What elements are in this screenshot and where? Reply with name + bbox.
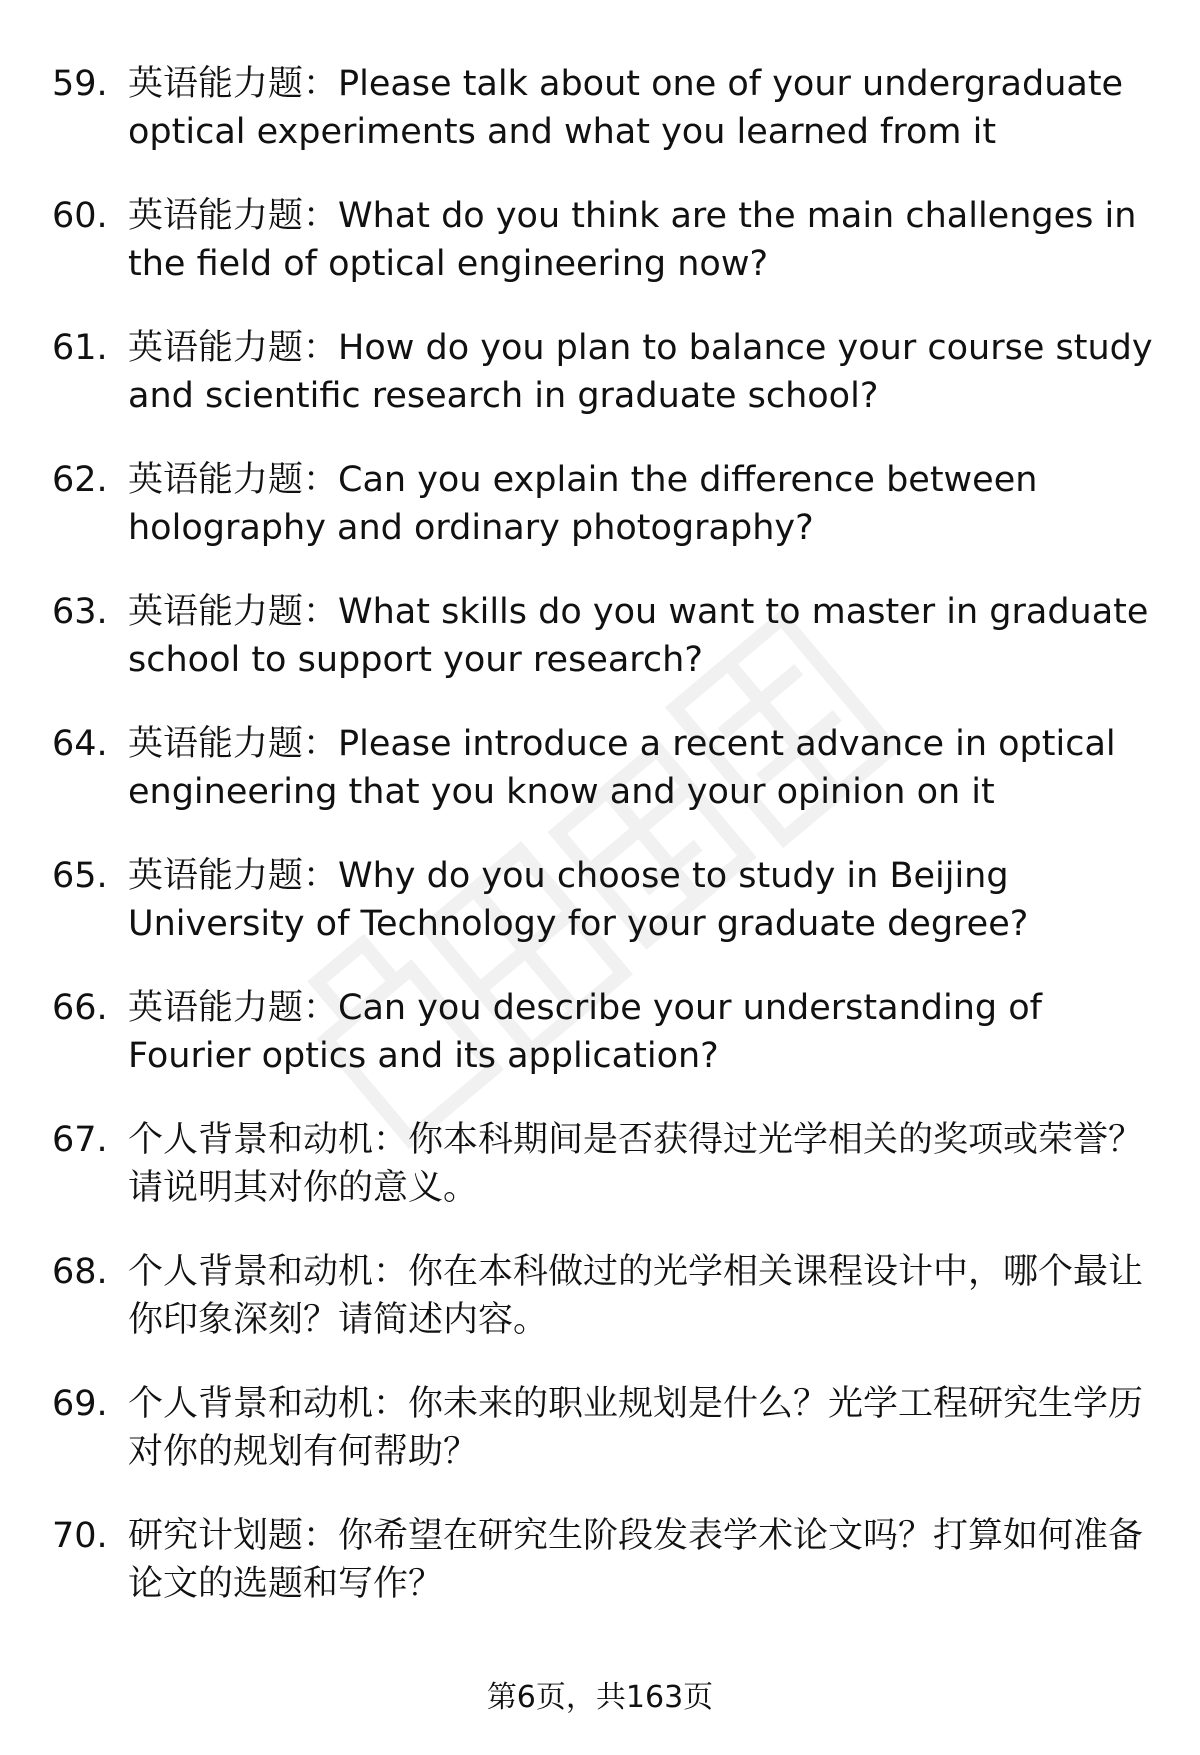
question-text: 英语能力题：Can you describe your understanding of Fourier optics and its application? <box>128 988 1042 1076</box>
question-list <box>0 60 1200 1644</box>
list-item <box>0 324 1200 456</box>
question-number: 62. <box>52 460 108 500</box>
question-text: 英语能力题：Why do you choose to study in Beijing University of Technology for your graduate degree? <box>128 856 1029 944</box>
list-item <box>0 1248 1200 1380</box>
question-text: 个人背景和动机：你未来的职业规划是什么？光学工程研究生学历对你的规划有何帮助？ <box>128 1384 1144 1472</box>
question-number: 67. <box>52 1120 108 1160</box>
question-number: 65. <box>52 856 108 896</box>
question-number: 63. <box>52 592 108 632</box>
question-text: 英语能力题：Can you explain the difference between holography and ordinary photography? <box>128 460 1038 548</box>
question-text: 英语能力题：Please talk about one of your undergraduate optical experiments and what you learned from it <box>128 64 1124 152</box>
question-number: 59. <box>52 64 108 104</box>
list-item <box>0 720 1200 852</box>
list-item <box>0 588 1200 720</box>
question-text: 英语能力题：Please introduce a recent advance in optical engineering that you know and your opinion on it <box>128 724 1116 812</box>
question-number: 66. <box>52 988 108 1028</box>
list-item <box>0 852 1200 984</box>
list-item <box>0 456 1200 588</box>
list-item <box>0 1512 1200 1644</box>
question-text: 研究计划题：你希望在研究生阶段发表学术论文吗？打算如何准备论文的选题和写作？ <box>128 1516 1144 1604</box>
question-number: 60. <box>52 196 108 236</box>
question-text: 英语能力题：How do you plan to balance your course study and scientific research in graduate school? <box>128 328 1153 416</box>
question-number: 61. <box>52 328 108 368</box>
question-text: 个人背景和动机：你在本科做过的光学相关课程设计中，哪个最让你印象深刻？请简述内容。 <box>128 1252 1144 1340</box>
question-number: 68. <box>52 1252 108 1292</box>
list-item <box>0 984 1200 1116</box>
question-number: 70. <box>52 1516 108 1556</box>
list-item <box>0 1380 1200 1512</box>
list-item <box>0 1116 1200 1248</box>
question-number: 69. <box>52 1384 108 1424</box>
question-text: 个人背景和动机：你本科期间是否获得过光学相关的奖项或荣誉？请说明其对你的意义。 <box>128 1120 1144 1208</box>
question-text: 英语能力题：What do you think are the main challenges in the field of optical engineering now? <box>128 196 1137 284</box>
question-text: 英语能力题：What skills do you want to master in graduate school to support your research? <box>128 592 1149 680</box>
page-footer: 第6页，共163页 <box>486 1680 714 1715</box>
list-item <box>0 60 1200 192</box>
question-number: 64. <box>52 724 108 764</box>
list-item <box>0 192 1200 324</box>
